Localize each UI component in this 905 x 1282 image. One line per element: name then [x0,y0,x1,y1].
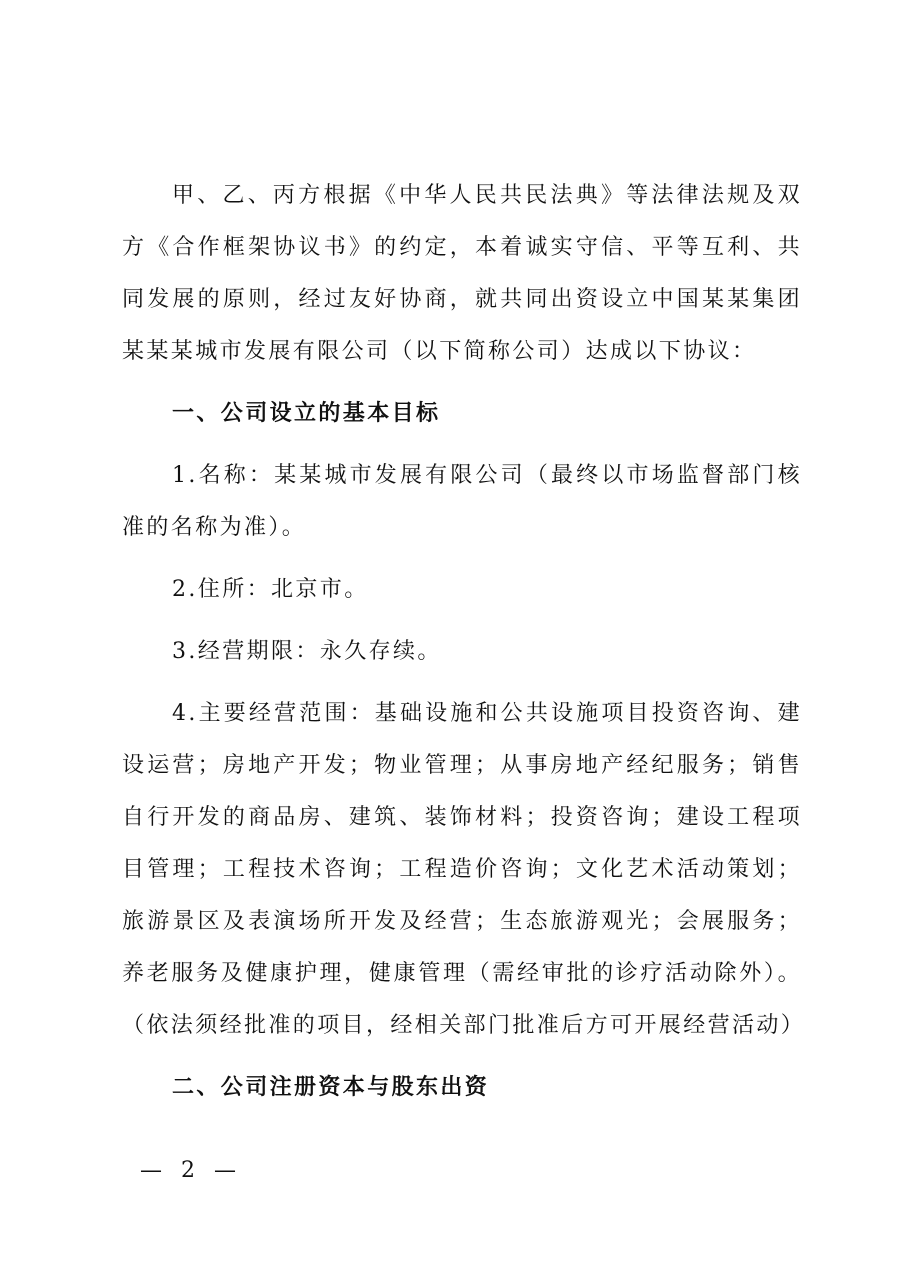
section-heading-2: 二、公司注册资本与股东出资 [172,1075,490,1100]
item-term: 3.经营期限：永久存续。 [172,639,442,664]
item-business-scope: 4.主要经营范围：基础设施和公共设施项目投资咨询、建设运营；房地产开发；物业管理；从事房地产经纪服务；销售自行开发的商品房、建筑、装饰材料；投资咨询；建设工程项目管理；工程技术咨询；工程造价咨询；文化艺术活动策划；旅游景区及表演场所开发及经营；生态旅游观光；会展服务；养老服务及健康护理，健康管理（需经审批的诊疗活动除外）。（依法须经批准的项目，经相关部门批准后方可开展经营活动） [122,701,806,1038]
page-number: — 2 — [140,1158,242,1183]
section-heading-1: 一、公司设立的基本目标 [172,401,441,426]
intro-paragraph: 甲、乙、丙方根据《中华人民共民法典》等法律法规及双方《合作框架协议书》的约定，本着诚实守信、平等互利、共同发展的原则，经过友好协商，就共同出资设立中国某某集团某某某城市发展有限公司（以下简称公司）达成以下协议： [122,183,802,364]
item-name: 1.名称：某某城市发展有限公司（最终以市场监督部门核准的名称为准）。 [122,463,802,540]
document-body [122,170,806,1124]
item-address: 2.住所：北京市。 [172,577,369,602]
